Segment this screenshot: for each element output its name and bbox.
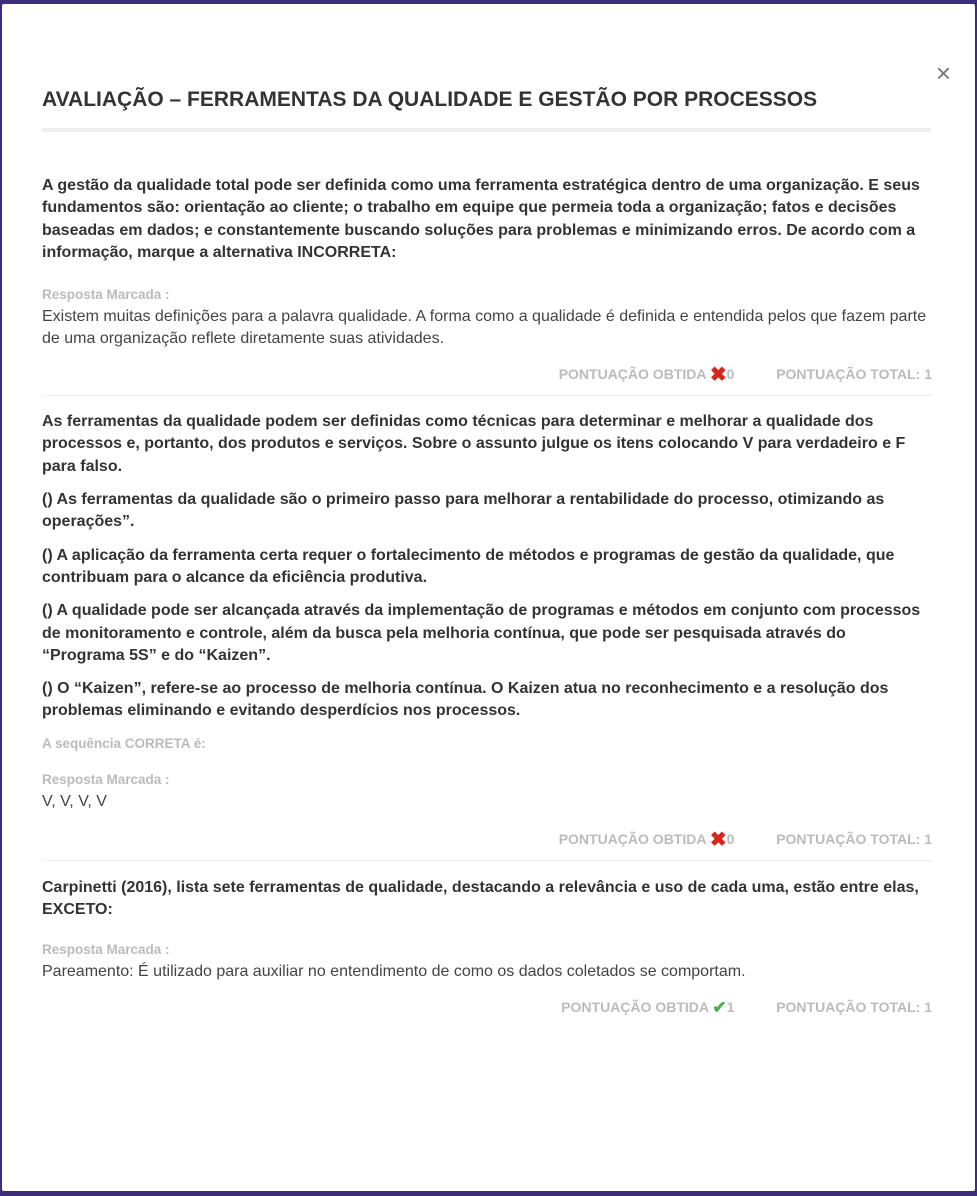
answer-marked-label: Resposta Marcada :: [42, 942, 170, 958]
x-icon: ✖: [709, 364, 727, 387]
score-obtained-value: 0: [726, 366, 735, 383]
score-total-label: PONTUAÇÃO TOTAL: 1: [776, 999, 932, 1016]
title-divider: [42, 128, 931, 132]
score-obtained-value: 0: [726, 830, 735, 847]
question-divider: [42, 860, 932, 861]
evaluation-modal: [2, 4, 975, 1191]
question-divider: [42, 395, 932, 396]
question-block-3: [42, 877, 932, 1019]
check-icon: ✔: [712, 998, 727, 1018]
statement-item: () A aplicação da ferramenta certa requer o fortalecimento de métodos e programas de gestão da qualidade, que contribuam para o alcance da eficiência produtiva.: [42, 546, 895, 586]
question-text: A gestão da qualidade total pode ser definida como uma ferramenta estratégica dentro de uma organização. E seus fundamentos são: orientação ao cliente; o trabalho em equipe que permeia toda a organização; fatos e decisões baseadas em dados; e constantemente buscando soluções para problemas e minimizando erros. De acordo com a informação, marque a alternativa INCORRETA:: [42, 177, 920, 261]
answer-marked-label: Resposta Marcada :: [42, 287, 170, 303]
answer-text: V, V, V, V: [42, 792, 107, 810]
modal-title: AVALIAÇÃO – FERRAMENTAS DA QUALIDADE E GESTÃO POR PROCESSOS: [42, 88, 818, 111]
answer-text: Existem muitas definições para a palavra qualidade. A forma como a qualidade é definida e entendida pelos que fazem parte de uma organização reflete diretamente suas atividades.: [42, 308, 927, 348]
score-obtained-label: PONTUAÇÃO OBTIDA: [558, 830, 706, 847]
statement-item: () As ferramentas da qualidade são o primeiro passo para melhorar a rentabilidade do processo, otimizando as operações”.: [42, 491, 885, 531]
score-total-label: PONTUAÇÃO TOTAL: 1: [776, 830, 932, 847]
question-block-1: [42, 175, 932, 396]
score-row: [42, 364, 932, 385]
x-icon: ✖: [709, 828, 727, 851]
score-obtained-value: 1: [726, 999, 735, 1016]
questions-list: [42, 175, 932, 1018]
answer-text: Pareamento: É utilizado para auxiliar no entendimento de como os dados coletados se comportam.: [42, 963, 746, 981]
close-icon[interactable]: ×: [935, 58, 951, 88]
score-obtained-label: PONTUAÇÃO OBTIDA: [558, 366, 706, 383]
score-row: [42, 829, 932, 850]
question-text: As ferramentas da qualidade podem ser definidas como técnicas para determinar e melhorar a qualidade dos processos e, portanto, dos produtos e serviços. Sobre o assunto julgue os itens colocando V para verdadeiro e F para falso. () As ferramentas da qualidade são o primeiro passo para melhorar a rentabilidade do processo, otimizando as operações”. () A aplicação da ferramenta certa requer o fortalecimento de métodos e programas de gestão da qualidade, que contribuam para o alcance da eficiência produtiva. () A qualidade pode ser alcançada através da implementação de programas e métodos em conjunto com processos de monitoramento e controle, além da busca pela melhoria contínua, que pode ser pesquisada através do “Programa 5S” e do “Kaizen”. () O “Kaizen”, refere-se ao processo de melhoria contínua. O Kaizen atua no reconhecimento e a resolução dos problemas eliminando e evitando desperdícios nos processos.: [42, 411, 932, 723]
score-row: [42, 997, 932, 1018]
score-total-label: PONTUAÇÃO TOTAL: 1: [776, 366, 932, 383]
answer-marked-label: Resposta Marcada :: [42, 771, 170, 787]
statement-item: () O “Kaizen”, refere-se ao processo de melhoria contínua. O Kaizen atua no reconhecimento e a resolução dos problemas eliminando e evitando desperdícios nos processos.: [42, 680, 889, 720]
statement-item: () A qualidade pode ser alcançada através da implementação de programas e métodos em conjunto com processos de monitoramento e controle, além da busca pela melhoria contínua, que pode ser pesquisada através do “Programa 5S” e do “Kaizen”.: [42, 602, 921, 664]
question-block-2: [42, 411, 932, 861]
score-obtained-label: PONTUAÇÃO OBTIDA: [561, 999, 709, 1016]
question-text: Carpinetti (2016), lista sete ferramentas de qualidade, destacando a relevância e uso de cada uma, estão entre elas, EXCETO:: [42, 878, 919, 919]
question-prompt: A sequência CORRETA é:: [42, 735, 206, 751]
